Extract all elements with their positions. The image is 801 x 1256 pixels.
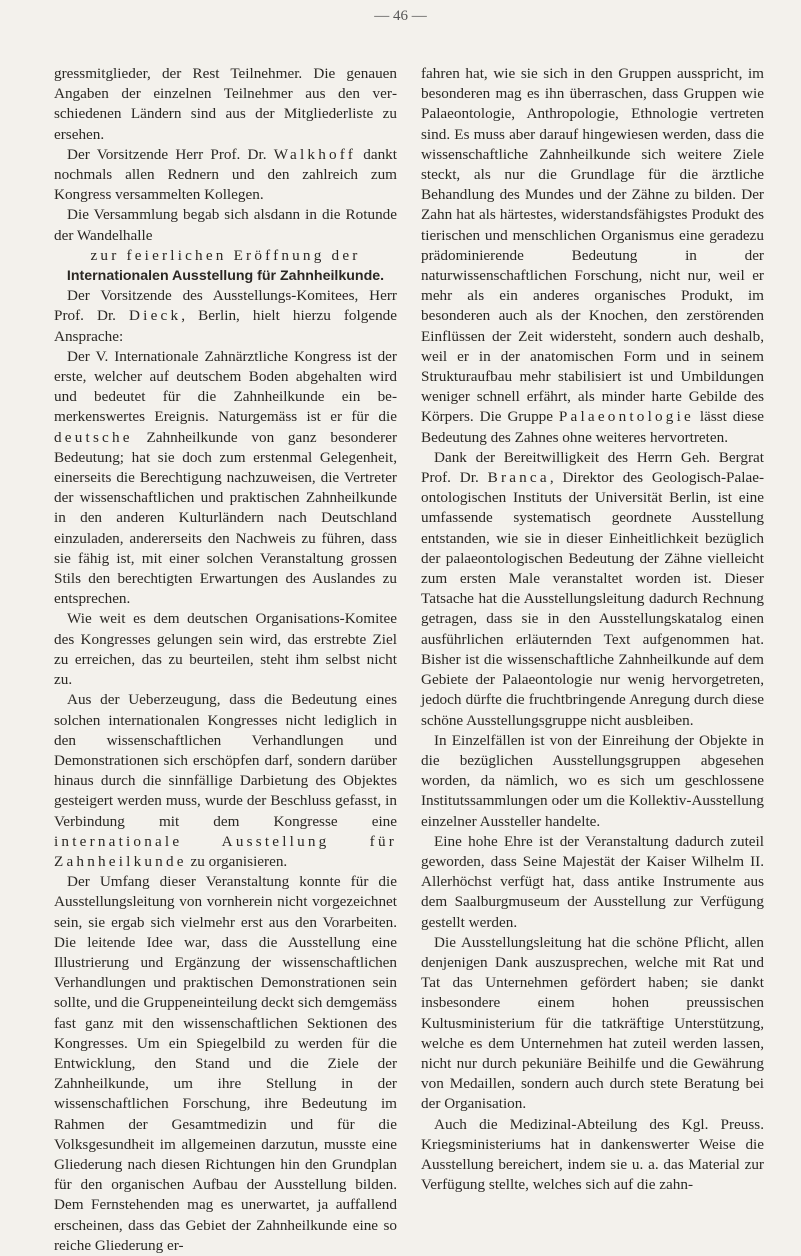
text-run: Die Ausstellungsleitung hat die schöne Pflicht, allen denjenigen Dank auszusprechen, welche mit Rat und Tat das Unternehmen gefördert haben; sie dankt insbesondere einem hohen preussischen Kultusministerium für die tatkräftige Unterstützung, welche es dem Unternehmen hat zuteil werden lassen, nicht nur durch pekuniäre Beihilfe und die Gewährung von Medaillen, sondern auch durch stete Beratung bei der Organisation. — [421, 933, 764, 1113]
page-number: — 46 — — [374, 8, 427, 24]
paragraph — [54, 609, 397, 690]
text-run: In Einzelfällen ist von der Einreihung der Objekte in die bezüglichen Ausstellungsgruppen abgesehen worden, da nämlich, wo es sich um geschlossene Institutssammlungen oder um die Kollektiv-Ausstellung einzelner Aussteller handelte. — [421, 731, 764, 830]
emphasized-text: Internationalen Ausstellung für Zahnheilkunde. — [66, 268, 385, 285]
paragraph — [54, 266, 397, 286]
paragraph — [54, 286, 397, 347]
paragraph — [54, 690, 397, 872]
emphasized-text: deutsche — [54, 428, 133, 446]
text-run: Zahnheilkunde von ganz besonderer Bedeutung; hat sie doch zum erstenmal Gelegenheit, einerseits die Berechtigung nachzuweisen, die Vertreter der wissenschaftlichen und praktischen Zahnheilkunde in den anderen Kulturländern nach Deutschland einzuladen, andererseits den Nachweis zu führen, dass sie fähig ist, mit einer solchen Veranstaltung grossen Stils den berechtigten Erwartungen des Auslandes zu entsprechen. — [54, 428, 397, 608]
paragraph — [421, 832, 764, 933]
paragraph — [421, 933, 764, 1115]
paragraph — [421, 731, 764, 832]
text-run: dankt nochmals allen Rednern und den zahlreich zum Kongress versammelten Kollegen. — [54, 145, 397, 204]
text-run: Der Vorsitzende Herr Prof. Dr. — [67, 145, 274, 163]
emphasized-text: Branca — [487, 469, 550, 487]
text-run: Der Vorsitzende des Ausstellungs-Komitees, Herr Prof. Dr. — [54, 287, 397, 325]
emphasized-text: internationale Ausstellung für Zahnheilkunde — [54, 832, 397, 870]
text-run: gressmitglieder, der Rest Teilnehmer. Die genauen Angaben der einzelnen Teilnehmer aus den verschiedenen Ländern sind aus der Mitgliederliste zu ersehen. — [54, 65, 397, 143]
paragraph — [54, 872, 397, 1256]
paragraph — [54, 205, 397, 245]
text-run: Die Versammlung begab sich alsdann in die Rotunde der Wandelhalle — [54, 206, 397, 244]
text-run: Auch die Medizinal-Abteilung des Kgl. Preuss. Kriegsministeriums hat in dankenswerter Weise die Ausstellung bereichert, indem sie u. a. das Material zur Verfügung stellte, welches sich auf die zahn- — [421, 1115, 764, 1194]
emphasized-text: Dieck — [129, 307, 182, 325]
text-run: fahren hat, wie sie sich in den Gruppen ausspricht, im besonderen mag es ihn überraschen, dass Gruppen wie Palaeontologie, Anthropologie, Ethnologie vertreten sind. Es muss aber darauf hingewiesen werden, dass die wissenschaftliche Zahnheilkunde sich weitere Ziele steckt, als nur die Grundlage für die ärztliche Behandlung des Mundes und der Zähne zu bilden. Der Zahn hat als härtestes, widerstandsfähigstes Produkt des tierischen und menschlichen Organismus eine geradezu prädominierende Bedeutung in der naturwissenschaftlichen Forschung, nicht nur, weil er mehr als ein anderes organisches Produkt, im besonderen auch als der Knochen, den zerstörenden Einflüssen der Zeit widersteht, sondern auch deshalb, weil er in der anatomischen Form und in seinem Strukturaufbau mehr stabilisiert ist und Umbildungen weniger schnell erfährt, als minder harte Gebilde des Körpers. Die Gruppe — [421, 65, 764, 426]
text-run: , Berlin, hielt hierzu folgende Ansprache: — [54, 307, 397, 345]
text-run: Eine hohe Ehre ist der Veranstaltung dadurch zuteil geworden, dass Seine Majestät der Kaiser Wilhelm II. Allerhöchst verfügt hat, dass antike Instrumente aus dem Saalburgmuseum der Ausstellung zur Verfügung gestellt werden. — [421, 832, 764, 931]
paragraph — [421, 448, 764, 731]
text-run: , Direktor des Geologisch-Palaeontologischen Instituts der Universität Berlin, ist eine umfassende systematisch geordnete Ausstellung entstanden, wie sie in dieser Einheitlichkeit bezüglich der palaeontologischen Bedeutung der Zähne vielleicht zum ersten Male veranstaltet worden ist. Dieser Tatsache hat die Ausstellungsleitung dadurch Rechnung getragen, dass sie in den Ausstellungskatalog einen ausführlichen erläuternden Text aufgenommen hat. Bisher ist die wissenschaftliche Zahnheilkunde auf dem Gebiete der Palaeontologie nur wenig hervorgetreten, jedoch dürfte die fruchtbringende Anregung durch diese schöne Ausstellungsgruppe nicht ausbleiben. — [421, 469, 764, 729]
emphasized-text: zur feierlichen Eröffnung der — [90, 246, 361, 264]
text-run: zu organisieren. — [186, 852, 288, 870]
text-run: Der Umfang dieser Veranstaltung konnte für die Ausstellungsleitung von vornherein nicht vorgezeichnet sein, sie ergab sich vielmehr erst aus den Vorarbeiten. Die leitende Idee war, dass die Ausstellung eine Illustrierung und Ergänzung der wissenschaftlichen Verhandlungen und praktischen Demonstrationen sein sollte, und die Gruppeneinteilung deckt sich demgemäss fast ganz mit den wissenschaftlichen Sektionen des Kongresses. Um ein Spiegelbild zu werden für die Entwicklung, den Stand und die Ziele der Zahnheilkunde, um ihre Stellung in der wissenschaftlichen Forschung, ihre Bedeutung im Rahmen der Gesamtmedizin und für die Volksgesundheit im allgemeinen darzutun, musste eine Gliederung nach diesen Richtungen hin den Grundplan für den organischen Aufbau der Ausstellung bilden. Dem Fernstehenden mag es unerwartet, ja auffallend erscheinen, dass das Gebiet der Zahnheilkunde eine so reiche Gliederung er- — [54, 873, 397, 1254]
paragraph — [421, 1115, 764, 1196]
text-run: Der V. Internationale Zahnärztliche Kongress ist der erste, welcher auf deutschem Boden abgehalten wird und bedeutet für die Zahnheilkunde ein bemerkenswertes Ereignis. Naturgemäss ist er für die — [54, 347, 397, 426]
emphasized-text: Walkhoff — [273, 145, 357, 163]
text-run: Dank der Bereitwilligkeit des Herrn Geh. Bergrat Prof. Dr. — [421, 448, 764, 487]
text-run: Wie weit es dem deutschen Organisations-Komitee des Kongresses gelungen sein wird, das erstrebte Ziel zu erreichen, das zu beurteilen, steht ihm selbst nicht zu. — [54, 610, 397, 689]
paragraph — [54, 145, 397, 206]
paragraph — [54, 246, 397, 266]
paragraph — [54, 64, 397, 145]
text-run: lässt diese Bedeutung des Zahnes ohne weiteres hervortreten. — [421, 408, 764, 446]
emphasized-text: Palaeontologie — [558, 408, 694, 426]
paragraph — [54, 347, 397, 610]
paragraph — [421, 64, 764, 448]
text-run: Aus der Ueberzeugung, dass die Bedeutung eines solchen internationalen Kongresses nicht lediglich in den wissenschaftlichen Verhandlungen und Demonstrationen sich erschöpfen darf, sondern darüber hinaus durch die sinnfällige Darbietung des Objektes gesteigert werden muss, wurde der Beschluss gefasst, in Verbindung mit dem Kongresse eine — [54, 691, 397, 830]
right-column — [421, 64, 764, 1195]
left-column — [54, 64, 397, 1256]
